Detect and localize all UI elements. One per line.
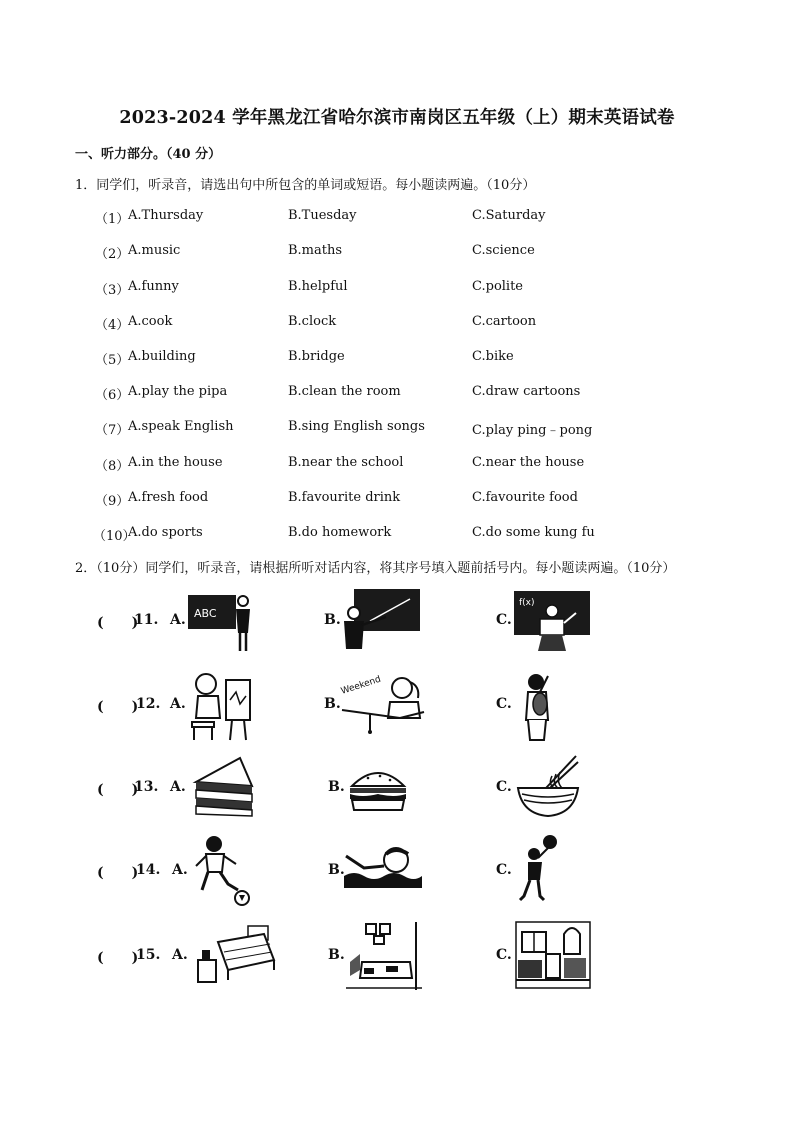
option-a: A.music	[128, 243, 181, 258]
boy-basketball-icon	[516, 834, 560, 906]
sandwich-icon	[192, 754, 256, 820]
item-number: （6）	[95, 388, 130, 403]
option-a: A.Thursday	[128, 208, 204, 223]
q1-item	[0, 525, 794, 545]
picture-question-row	[0, 585, 794, 665]
teacher-pointer-icon	[340, 587, 422, 651]
q1-item	[0, 314, 794, 334]
hamburger-icon	[348, 768, 408, 812]
q1-item	[0, 384, 794, 404]
blackboard-text: ABC	[194, 607, 217, 620]
option-c: C.do some kung fu	[472, 525, 595, 540]
option-a-label: A.	[172, 947, 188, 963]
q1-item	[0, 490, 794, 510]
answer-blank[interactable]: ( )	[97, 950, 139, 966]
option-a: A.funny	[128, 279, 179, 294]
boy-football-icon	[194, 834, 254, 906]
bedroom-icon	[194, 920, 278, 990]
noodles-icon	[516, 754, 580, 820]
item-number: （10）	[93, 529, 136, 544]
option-c: C.science	[472, 243, 535, 258]
option-c: C.bike	[472, 349, 514, 364]
q1-item	[0, 419, 794, 439]
question-number: 13.	[134, 779, 159, 795]
option-a-label: A.	[170, 779, 186, 795]
option-c-label: C.	[496, 779, 512, 795]
option-b: B.sing English songs	[288, 419, 425, 434]
page-title: 2023-2024 学年黑龙江省哈尔滨市南岗区五年级（上）期末英语试卷	[119, 108, 675, 128]
option-a: A.play the pipa	[128, 384, 228, 399]
option-b-label: B.	[324, 612, 341, 628]
question-number: 12.	[136, 696, 161, 712]
option-b-label: B.	[328, 862, 345, 878]
item-number: （2）	[95, 247, 130, 262]
option-c: C.cartoon	[472, 314, 537, 329]
teacher-book-icon	[514, 589, 592, 653]
item-number: （8）	[95, 459, 130, 474]
item-number: （3）	[95, 283, 130, 298]
q1-item	[0, 349, 794, 369]
picture-question-row	[0, 918, 794, 998]
option-c: C.near the house	[472, 455, 585, 470]
option-b: B.do homework	[288, 525, 392, 540]
item-number: （7）	[95, 423, 130, 438]
boy-swimming-icon	[344, 846, 422, 892]
answer-blank[interactable]: ( )	[97, 782, 139, 798]
question-1-instruction: 1．同学们，听录音，请选出句中所包含的单词或短语。每小题读两遍。（10分）	[75, 178, 536, 193]
answer-blank[interactable]: ( )	[97, 865, 139, 881]
option-a: A.building	[128, 349, 196, 364]
section-heading: 一、听力部分。（40 分）	[75, 147, 222, 162]
question-number: 11.	[134, 612, 159, 628]
item-number: （4）	[95, 318, 130, 333]
picture-question-row	[0, 834, 794, 914]
answer-blank[interactable]: ( )	[97, 615, 139, 631]
option-c-label: C.	[496, 862, 512, 878]
teacher-blackboard-icon	[188, 587, 254, 653]
option-c-label: C.	[496, 696, 512, 712]
option-c: C.Saturday	[472, 208, 546, 223]
option-c-label: C.	[496, 947, 512, 963]
kitchen-icon	[514, 920, 592, 990]
girl-pipa-icon	[518, 670, 558, 742]
option-c: C.draw cartoons	[472, 384, 581, 399]
option-b: B.favourite drink	[288, 490, 401, 505]
question-2-instruction: 2．（10分）同学们，听录音，请根据所听对话内容，将其序号填入题前括号内。每小题读两遍。（10分）	[75, 561, 676, 576]
option-b: B.Tuesday	[288, 208, 357, 223]
q1-item	[0, 243, 794, 263]
option-b: B.clock	[288, 314, 337, 329]
item-number: （1）	[95, 212, 130, 227]
girl-drawing-icon	[188, 670, 254, 742]
option-a: A.fresh food	[128, 490, 209, 505]
option-b: B.helpful	[288, 279, 348, 294]
q1-item	[0, 208, 794, 228]
weekend-text: Weekend	[340, 674, 383, 697]
option-c: C.play ping﹣pong	[472, 423, 593, 438]
option-b: B.near the school	[288, 455, 404, 470]
q1-item	[0, 279, 794, 299]
option-a-label: A.	[170, 696, 186, 712]
item-number: （9）	[95, 494, 130, 509]
option-a: A.in the house	[128, 455, 223, 470]
option-a: A.cook	[128, 314, 173, 329]
option-b-label: B.	[324, 696, 341, 712]
option-b: B.bridge	[288, 349, 345, 364]
answer-blank[interactable]: ( )	[97, 699, 139, 715]
picture-question-row	[0, 668, 794, 748]
option-a-label: A.	[172, 862, 188, 878]
option-b-label: B.	[328, 779, 345, 795]
girl-weekend-desk-icon	[340, 672, 426, 736]
option-c: C.polite	[472, 279, 523, 294]
option-a-label: A.	[170, 612, 186, 628]
option-a: A.do sports	[128, 525, 203, 540]
question-number: 14.	[136, 862, 161, 878]
q1-item	[0, 455, 794, 475]
picture-question-row	[0, 752, 794, 832]
option-b-label: B.	[328, 947, 345, 963]
option-a: A.speak English	[128, 419, 234, 434]
option-b: B.maths	[288, 243, 343, 258]
blackboard-text: f(x)	[519, 598, 535, 608]
item-number: （5）	[95, 353, 130, 368]
option-b: B.clean the room	[288, 384, 401, 399]
living-room-icon	[346, 920, 422, 992]
option-c-label: C.	[496, 612, 512, 628]
option-c: C.favourite food	[472, 490, 578, 505]
question-number: 15.	[136, 947, 161, 963]
